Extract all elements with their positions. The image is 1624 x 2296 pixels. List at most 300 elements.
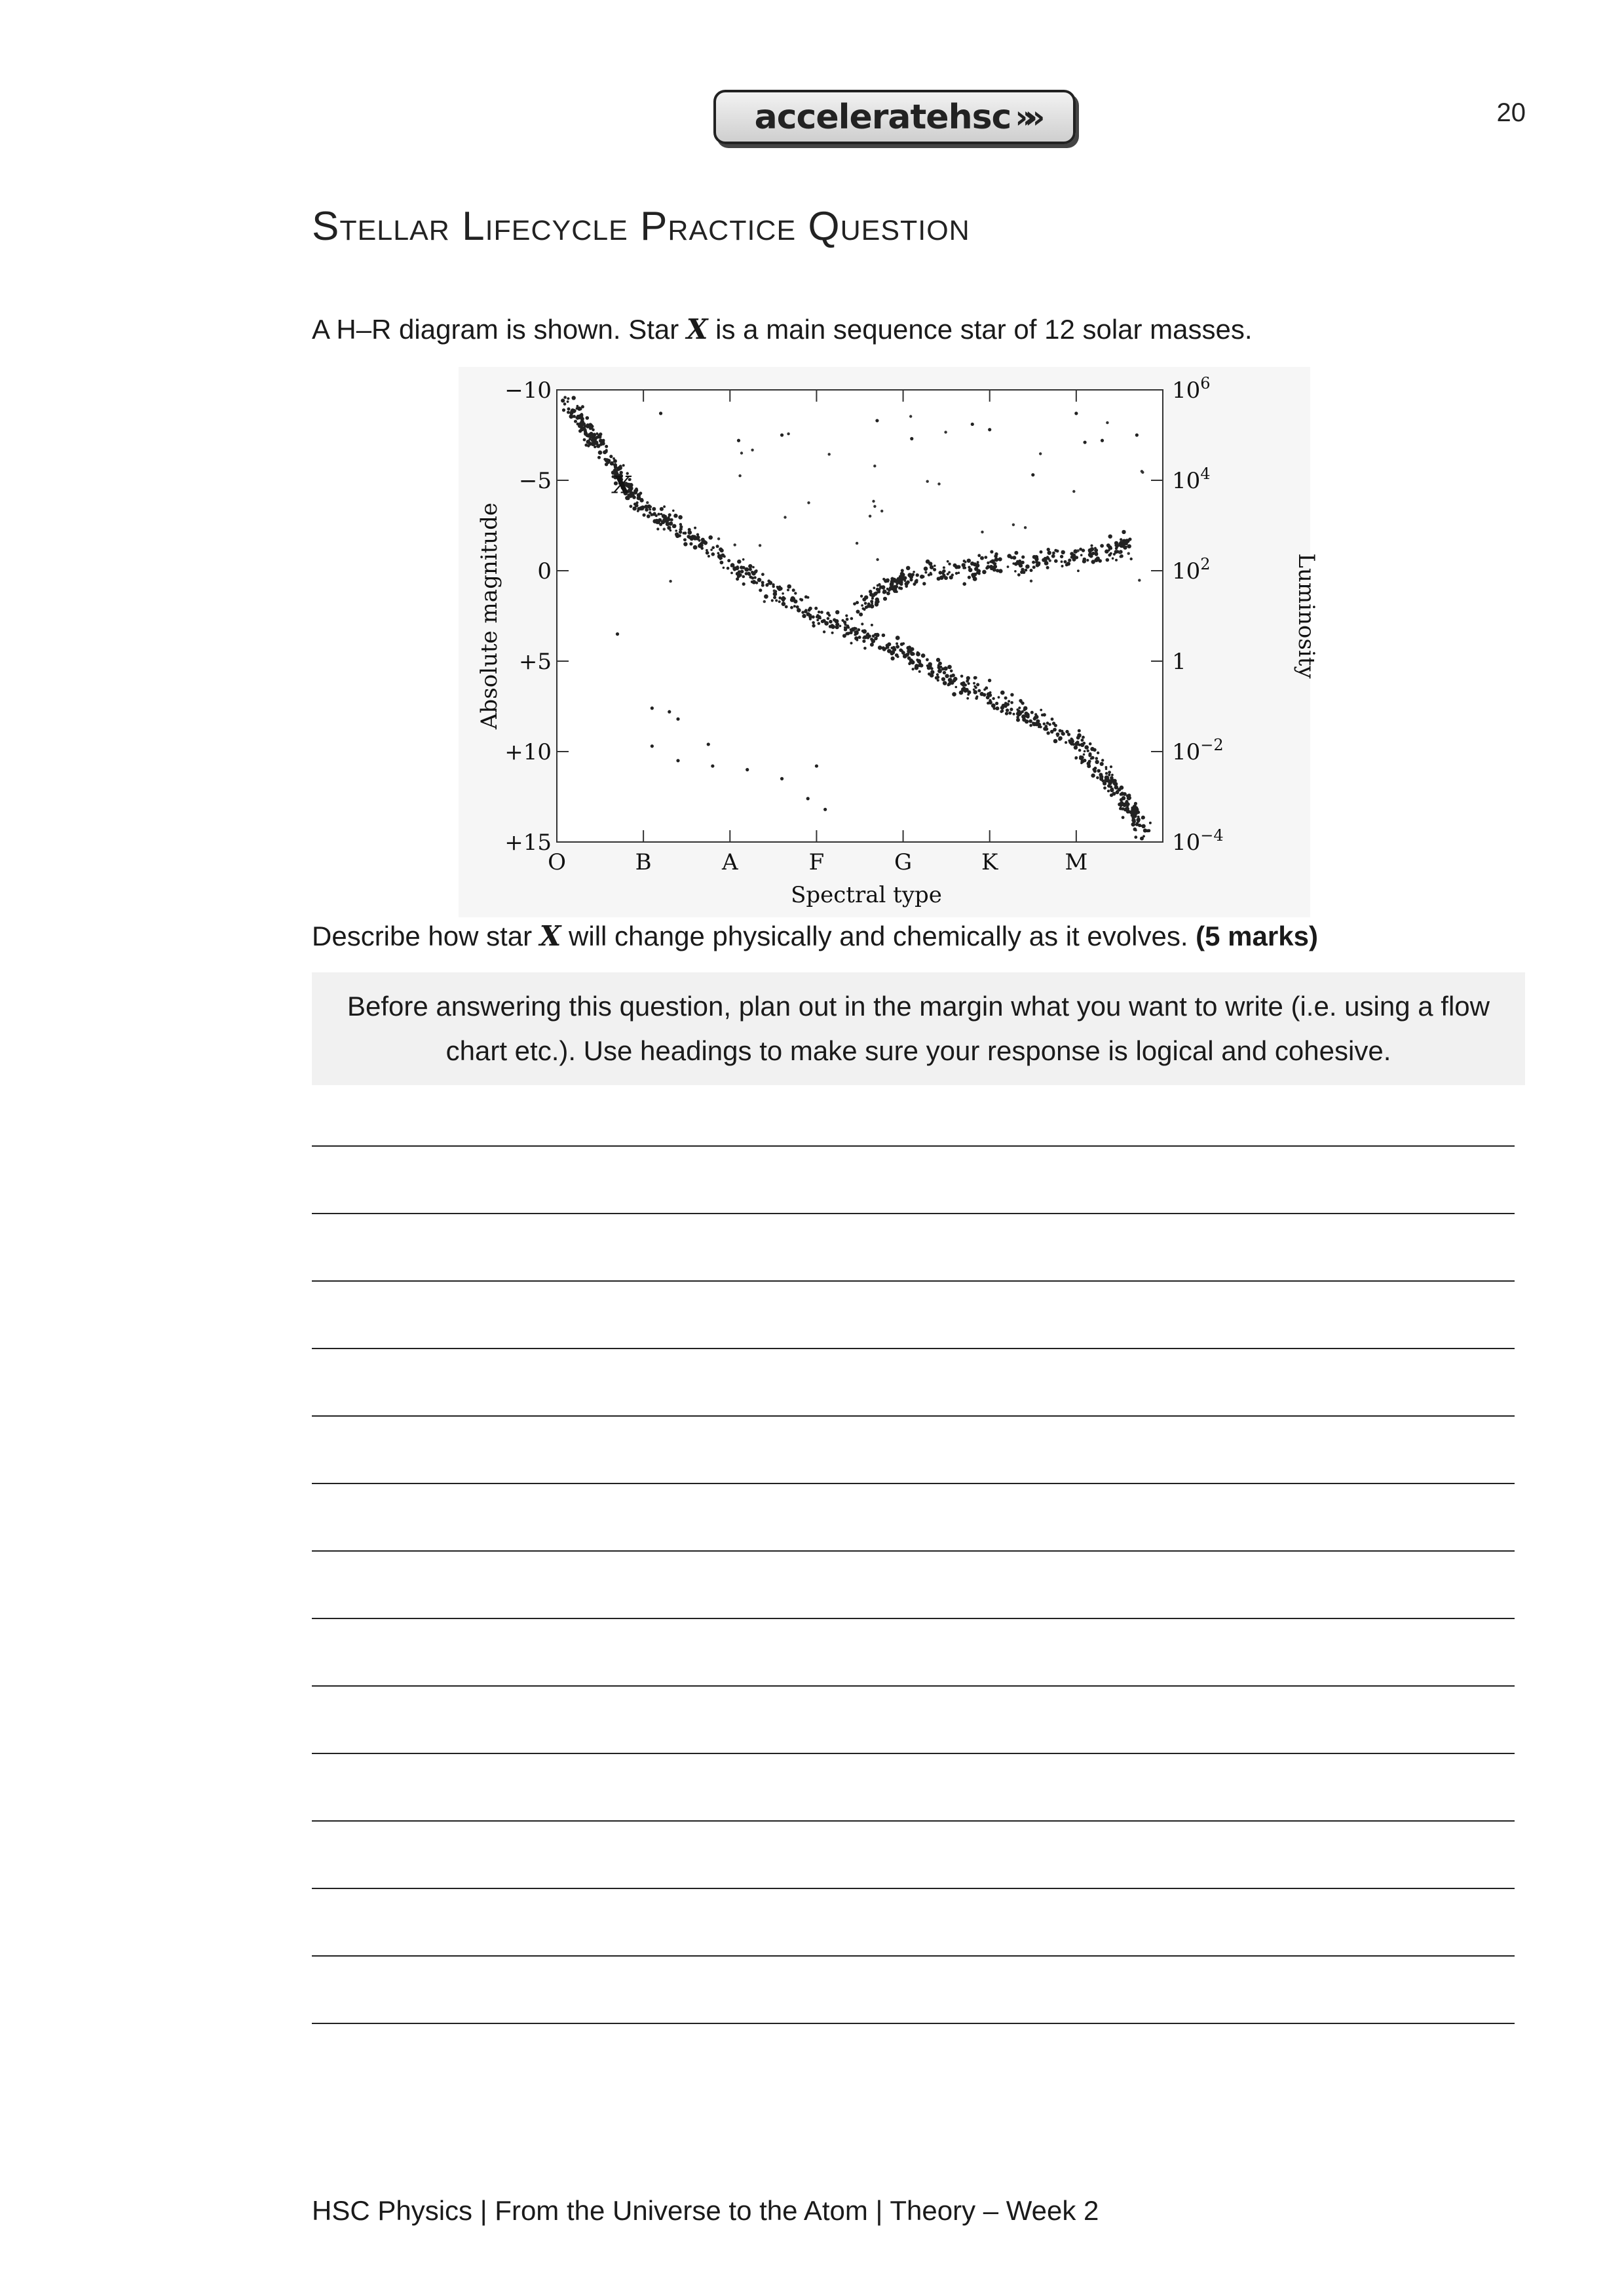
star-point-giant: [928, 562, 932, 565]
star-point-main-sequence: [630, 505, 633, 508]
star-point-white-dwarf: [823, 808, 827, 811]
answer-line[interactable]: [312, 2023, 1515, 2024]
star-point-scattered: [873, 465, 876, 467]
star-point-main-sequence: [1010, 708, 1013, 711]
star-point-giant: [998, 569, 1003, 573]
star-point-giant: [962, 563, 966, 567]
star-point-main-sequence: [962, 687, 966, 690]
star-point-main-sequence: [567, 411, 570, 414]
answer-line[interactable]: [312, 1618, 1515, 1619]
star-point-giant: [948, 571, 951, 574]
star-point-main-sequence: [1091, 757, 1093, 759]
star-point-giant: [1007, 565, 1010, 568]
star-point-main-sequence: [896, 636, 900, 640]
star-point-main-sequence: [941, 677, 945, 681]
answer-line[interactable]: [312, 1280, 1515, 1282]
star-point-scattered: [1024, 526, 1027, 529]
star-point-main-sequence: [1078, 729, 1081, 733]
hr-diagram: [459, 367, 1319, 917]
star-point-giant: [871, 597, 874, 600]
star-point-giant: [934, 565, 936, 567]
star-point-giant: [1060, 555, 1063, 558]
star-point-main-sequence: [1040, 709, 1042, 712]
intro-text: [312, 313, 1253, 345]
star-point-giant: [1061, 560, 1063, 563]
star-point-main-sequence: [1127, 794, 1131, 797]
y-tick-label: 0: [537, 558, 552, 584]
star-point-main-sequence: [647, 514, 651, 518]
star-point-main-sequence: [816, 619, 819, 621]
star-point-main-sequence: [653, 512, 656, 515]
star-point-main-sequence: [693, 545, 698, 550]
star-point-main-sequence: [839, 625, 842, 628]
tip-text: Before answering this question, plan out in the margin what you want to write (i.e. using a flow chart etc.). Use headings to make sure your response is logical and cohesive.: [347, 991, 1490, 1066]
star-point-white-dwarf: [707, 742, 710, 746]
intro-after: is a main sequence star of 12 solar masses.: [708, 314, 1253, 345]
star-point-giant: [1114, 541, 1118, 545]
star-point-main-sequence: [855, 631, 859, 635]
star-point-giant: [942, 572, 945, 575]
star-point-giant: [972, 575, 975, 579]
star-point-main-sequence: [1029, 719, 1032, 723]
star-point-scattered: [784, 516, 786, 518]
star-point-main-sequence: [920, 664, 924, 668]
star-point-main-sequence: [867, 636, 869, 639]
star-point-main-sequence: [991, 704, 996, 708]
star-point-main-sequence: [720, 548, 724, 552]
star-point-main-sequence: [964, 683, 967, 686]
star-point-giant: [1094, 547, 1097, 550]
star-point-main-sequence: [1046, 731, 1049, 735]
star-point-main-sequence: [792, 588, 795, 592]
answer-line[interactable]: [312, 1955, 1515, 1957]
star-point-scattered: [759, 544, 761, 546]
star-point-giant: [1108, 545, 1112, 549]
answer-line[interactable]: [312, 1550, 1515, 1552]
star-point-main-sequence: [563, 402, 567, 406]
star-point-main-sequence: [988, 679, 991, 682]
star-point-main-sequence: [930, 670, 934, 674]
star-point-main-sequence: [794, 592, 797, 594]
star-point-main-sequence: [823, 630, 825, 633]
star-point-giant: [984, 556, 987, 559]
star-point-main-sequence: [772, 585, 775, 588]
star-point-giant: [909, 578, 913, 581]
star-point-main-sequence: [841, 619, 844, 622]
star-point-giant: [975, 564, 980, 568]
star-point-main-sequence: [973, 690, 977, 694]
star-point-main-sequence: [908, 662, 911, 665]
star-point-main-sequence: [761, 584, 765, 587]
intro-star-label: X: [686, 313, 708, 345]
star-point-main-sequence: [943, 671, 946, 674]
star-point-main-sequence: [1138, 824, 1141, 827]
star-point-main-sequence: [831, 632, 834, 634]
answer-line[interactable]: [312, 1483, 1515, 1484]
star-point-giant: [1112, 557, 1114, 560]
star-point-main-sequence: [943, 681, 947, 685]
star-point-main-sequence: [696, 533, 699, 536]
star-point-giant: [1120, 538, 1122, 541]
star-point-main-sequence: [706, 549, 708, 552]
star-point-main-sequence: [862, 640, 865, 643]
star-point-giant: [1088, 550, 1092, 554]
star-point-giant: [1065, 564, 1068, 567]
star-point-main-sequence: [1110, 788, 1114, 792]
star-point-giant: [1052, 552, 1055, 555]
star-point-main-sequence: [1131, 814, 1134, 817]
star-point-giant: [1110, 552, 1112, 555]
star-point-main-sequence: [766, 583, 769, 586]
x-tick-label: O: [548, 849, 566, 875]
star-point-main-sequence: [659, 523, 662, 526]
star-point-main-sequence: [593, 433, 595, 436]
tip-box: [312, 972, 1525, 1085]
star-point-main-sequence: [652, 507, 656, 511]
marks-label: (5 marks): [1196, 921, 1318, 951]
star-point-main-sequence: [567, 400, 569, 403]
y-tick-label: −5: [518, 468, 552, 494]
star-point-scattered: [937, 482, 940, 485]
star-point-giant: [968, 576, 971, 579]
star-point-main-sequence: [1100, 762, 1104, 766]
star-point-scattered: [1141, 471, 1144, 474]
star-point-main-sequence: [824, 621, 829, 626]
star-point-main-sequence: [593, 437, 595, 440]
star-point-main-sequence: [1123, 792, 1127, 796]
star-point-main-sequence: [738, 570, 741, 573]
question-star-label: X: [539, 920, 561, 952]
star-point-main-sequence: [870, 643, 874, 647]
star-point-main-sequence: [977, 689, 981, 693]
star-point-scattered: [734, 543, 736, 546]
star-point-scattered: [740, 451, 743, 454]
star-point-main-sequence: [960, 675, 964, 678]
star-point-supergiant: [780, 433, 784, 436]
star-point-main-sequence: [660, 513, 663, 516]
star-point-supergiant: [988, 428, 991, 431]
star-point-main-sequence: [1034, 716, 1037, 719]
star-point-main-sequence: [669, 522, 672, 526]
star-point-giant: [883, 589, 886, 592]
y-axis-title: Absolute magnitude: [476, 502, 502, 730]
star-point-supergiant: [971, 423, 974, 426]
star-point-supergiant: [910, 437, 913, 440]
star-point-main-sequence: [684, 531, 687, 535]
star-point-main-sequence: [820, 611, 823, 614]
star-point-main-sequence: [943, 666, 948, 671]
star-point-supergiant: [1135, 433, 1139, 436]
star-point-giant: [987, 562, 989, 564]
star-point-giant: [1064, 560, 1067, 564]
star-point-scattered: [738, 474, 741, 477]
star-point-main-sequence: [562, 408, 565, 411]
star-point-scattered: [1030, 580, 1032, 583]
star-point-main-sequence: [1135, 807, 1138, 809]
star-point-main-sequence: [754, 570, 757, 573]
star-point-white-dwarf: [651, 744, 654, 748]
star-point-main-sequence: [663, 505, 666, 508]
star-point-main-sequence: [1111, 774, 1114, 776]
star-point-main-sequence: [575, 417, 578, 419]
star-point-main-sequence: [662, 518, 665, 521]
question-before: Describe how star: [312, 921, 540, 951]
star-point-main-sequence: [563, 396, 567, 399]
star-point-main-sequence: [947, 665, 952, 670]
star-point-giant: [860, 595, 863, 598]
star-point-main-sequence: [1149, 822, 1152, 824]
star-point-main-sequence: [1078, 749, 1082, 752]
star-point-main-sequence: [899, 649, 902, 652]
star-point-giant: [1032, 561, 1035, 564]
star-point-main-sequence: [597, 456, 601, 459]
star-point-main-sequence: [1105, 772, 1108, 775]
star-point-main-sequence: [700, 547, 704, 550]
star-point-giant: [1046, 566, 1049, 569]
star-point-main-sequence: [616, 467, 620, 470]
star-point-main-sequence: [752, 566, 755, 569]
star-point-giant: [1021, 568, 1024, 571]
star-point-main-sequence: [579, 423, 582, 427]
star-point-scattered: [751, 449, 753, 451]
star-point-main-sequence: [1146, 830, 1149, 833]
star-point-giant: [933, 568, 936, 571]
y2-tick-label: $10^{-4}$: [1172, 826, 1224, 856]
star-point-main-sequence: [1129, 810, 1133, 814]
star-point-white-dwarf: [780, 777, 784, 780]
star-point-scattered: [1138, 579, 1141, 581]
y-tick-label: +10: [504, 739, 552, 765]
star-point-white-dwarf: [676, 718, 679, 721]
star-point-main-sequence: [1061, 732, 1065, 736]
star-point-main-sequence: [1142, 835, 1145, 837]
y2-axis-title: Luminosity: [1293, 553, 1319, 679]
star-point-main-sequence: [896, 642, 898, 645]
star-point-main-sequence: [579, 408, 582, 411]
star-point-main-sequence: [903, 654, 907, 659]
star-point-main-sequence: [1091, 773, 1095, 777]
answer-line[interactable]: [312, 1145, 1515, 1147]
star-point-main-sequence: [821, 620, 824, 623]
star-point-main-sequence: [1120, 786, 1124, 790]
star-point-main-sequence: [1089, 742, 1092, 746]
star-point-giant: [998, 557, 1002, 561]
star-point-main-sequence: [670, 518, 673, 522]
star-point-scattered: [1012, 524, 1015, 526]
star-point-giant: [1122, 542, 1126, 546]
star-point-main-sequence: [892, 647, 896, 651]
star-point-main-sequence: [812, 624, 815, 627]
star-point-main-sequence: [790, 606, 793, 609]
star-point-main-sequence: [818, 611, 820, 613]
star-point-main-sequence: [1023, 708, 1026, 711]
star-point-main-sequence: [1097, 752, 1099, 754]
star-point-main-sequence: [1134, 802, 1137, 805]
star-point-main-sequence: [787, 588, 789, 591]
star-point-main-sequence: [1097, 769, 1101, 773]
star-point-giant: [1122, 530, 1125, 534]
star-point-giant: [856, 610, 860, 614]
star-point-main-sequence: [1053, 739, 1058, 744]
star-point-main-sequence: [737, 560, 741, 564]
star-point-main-sequence: [844, 626, 846, 629]
star-point-main-sequence: [927, 666, 931, 670]
star-point-main-sequence: [866, 633, 869, 636]
star-point-giant: [864, 602, 867, 605]
star-point-scattered: [787, 432, 789, 435]
star-point-main-sequence: [1008, 712, 1011, 715]
star-point-giant: [1094, 552, 1098, 556]
star-point-main-sequence: [1074, 757, 1077, 759]
star-point-giant: [873, 592, 877, 596]
star-point-giant: [1115, 547, 1118, 550]
star-point-main-sequence: [672, 510, 675, 512]
star-point-scattered: [807, 501, 810, 504]
star-point-main-sequence: [1058, 737, 1061, 740]
star-point-main-sequence: [1101, 759, 1104, 761]
star-point-main-sequence: [672, 526, 675, 528]
answer-line[interactable]: [312, 1348, 1515, 1349]
page-title: Stellar Lifecycle Practice Question: [312, 204, 970, 249]
star-point-main-sequence: [706, 551, 709, 555]
star-point-giant: [881, 585, 885, 589]
star-point-main-sequence: [1101, 780, 1104, 782]
star-point-giant: [1025, 564, 1030, 569]
star-point-main-sequence: [1088, 753, 1091, 756]
star-point-main-sequence: [660, 507, 664, 511]
star-point-main-sequence: [710, 548, 713, 551]
star-point-main-sequence: [649, 511, 651, 514]
star-point-main-sequence: [747, 573, 751, 576]
star-point-main-sequence: [850, 642, 853, 645]
star-point-main-sequence: [995, 702, 998, 705]
star-point-white-dwarf: [815, 764, 818, 767]
answer-line[interactable]: [312, 1213, 1515, 1214]
star-point-giant: [920, 575, 924, 579]
star-point-main-sequence: [1059, 729, 1062, 733]
star-point-main-sequence: [851, 628, 854, 632]
answer-line[interactable]: [312, 1753, 1515, 1754]
star-point-main-sequence: [574, 420, 577, 423]
star-point-main-sequence: [951, 681, 954, 685]
star-point-giant: [1030, 569, 1033, 572]
star-point-giant: [876, 588, 879, 591]
star-point-main-sequence: [667, 526, 671, 530]
star-point-main-sequence: [711, 546, 715, 550]
star-point-giant: [865, 605, 868, 609]
star-point-main-sequence: [767, 579, 770, 583]
star-point-giant: [949, 575, 953, 579]
star-point-main-sequence: [727, 567, 730, 570]
star-point-giant: [1035, 560, 1038, 564]
star-point-main-sequence: [793, 600, 797, 603]
star-point-main-sequence: [1082, 736, 1085, 739]
star-point-giant: [916, 573, 919, 577]
answer-line[interactable]: [312, 1685, 1515, 1687]
star-point-giant: [1079, 548, 1082, 551]
star-point-giant: [977, 561, 979, 564]
star-point-main-sequence: [782, 602, 786, 606]
star-point-giant: [928, 573, 930, 576]
star-point-giant: [893, 585, 897, 589]
star-point-main-sequence: [1105, 768, 1108, 771]
star-point-main-sequence: [1110, 765, 1112, 768]
star-point-main-sequence: [782, 596, 785, 600]
star-point-giant: [896, 590, 898, 593]
star-point-giant: [948, 563, 951, 565]
star-point-main-sequence: [1125, 801, 1128, 803]
star-point-main-sequence: [778, 600, 781, 603]
star-point-main-sequence: [1056, 733, 1060, 737]
star-point-main-sequence: [598, 435, 602, 439]
star-point-main-sequence: [1079, 756, 1082, 759]
logo-text: acceleratehsc: [754, 97, 1011, 137]
answer-line[interactable]: [312, 1888, 1515, 1889]
star-point-main-sequence: [1108, 774, 1110, 776]
star-point-main-sequence: [586, 416, 590, 420]
star-point-main-sequence: [644, 505, 648, 508]
star-point-scattered: [763, 600, 766, 603]
star-point-main-sequence: [600, 442, 603, 445]
star-point-main-sequence: [1080, 762, 1083, 765]
star-point-supergiant: [1074, 411, 1078, 415]
star-point-main-sequence: [740, 565, 744, 569]
star-point-main-sequence: [785, 605, 788, 609]
star-point-giant: [1127, 545, 1131, 548]
star-point-main-sequence: [848, 632, 850, 634]
answer-line[interactable]: [312, 1415, 1515, 1417]
star-point-main-sequence: [1054, 724, 1057, 727]
star-point-giant: [913, 583, 916, 586]
star-point-giant: [911, 573, 915, 576]
star-point-scattered: [1049, 559, 1051, 562]
star-point-main-sequence: [808, 607, 812, 611]
y-tick-label: +15: [504, 830, 552, 856]
star-point-main-sequence: [632, 491, 635, 495]
x-tick-label: G: [894, 849, 913, 875]
star-point-main-sequence: [819, 617, 821, 620]
star-point-main-sequence: [936, 673, 939, 676]
star-point-main-sequence: [967, 693, 970, 696]
star-point-main-sequence: [1051, 718, 1054, 721]
star-point-giant: [1094, 558, 1099, 562]
page-number: 20: [1496, 98, 1526, 127]
star-point-main-sequence: [952, 692, 956, 697]
star-point-main-sequence: [1112, 781, 1116, 785]
star-point-main-sequence: [711, 552, 715, 556]
star-point-main-sequence: [704, 541, 708, 545]
answer-line[interactable]: [312, 1820, 1515, 1822]
star-point-supergiant: [1101, 439, 1104, 442]
footer: HSC Physics | From the Universe to the Atom | Theory – Week 2: [312, 2195, 1099, 2226]
star-point-giant: [1082, 560, 1086, 564]
star-point-main-sequence: [804, 609, 808, 613]
star-point-main-sequence: [1116, 790, 1119, 793]
star-point-main-sequence: [609, 455, 613, 458]
x-axis-title: Spectral type: [791, 882, 942, 908]
star-point-giant: [906, 566, 911, 571]
star-point-main-sequence: [1134, 835, 1137, 839]
star-point-main-sequence: [882, 634, 886, 638]
star-point-main-sequence: [717, 552, 720, 554]
star-point-main-sequence: [1032, 722, 1037, 727]
star-point-main-sequence: [921, 653, 926, 658]
star-point-main-sequence: [643, 513, 646, 516]
star-point-main-sequence: [587, 444, 590, 448]
star-point-main-sequence: [829, 625, 832, 628]
star-point-main-sequence: [1081, 738, 1084, 742]
star-point-main-sequence: [633, 489, 636, 492]
